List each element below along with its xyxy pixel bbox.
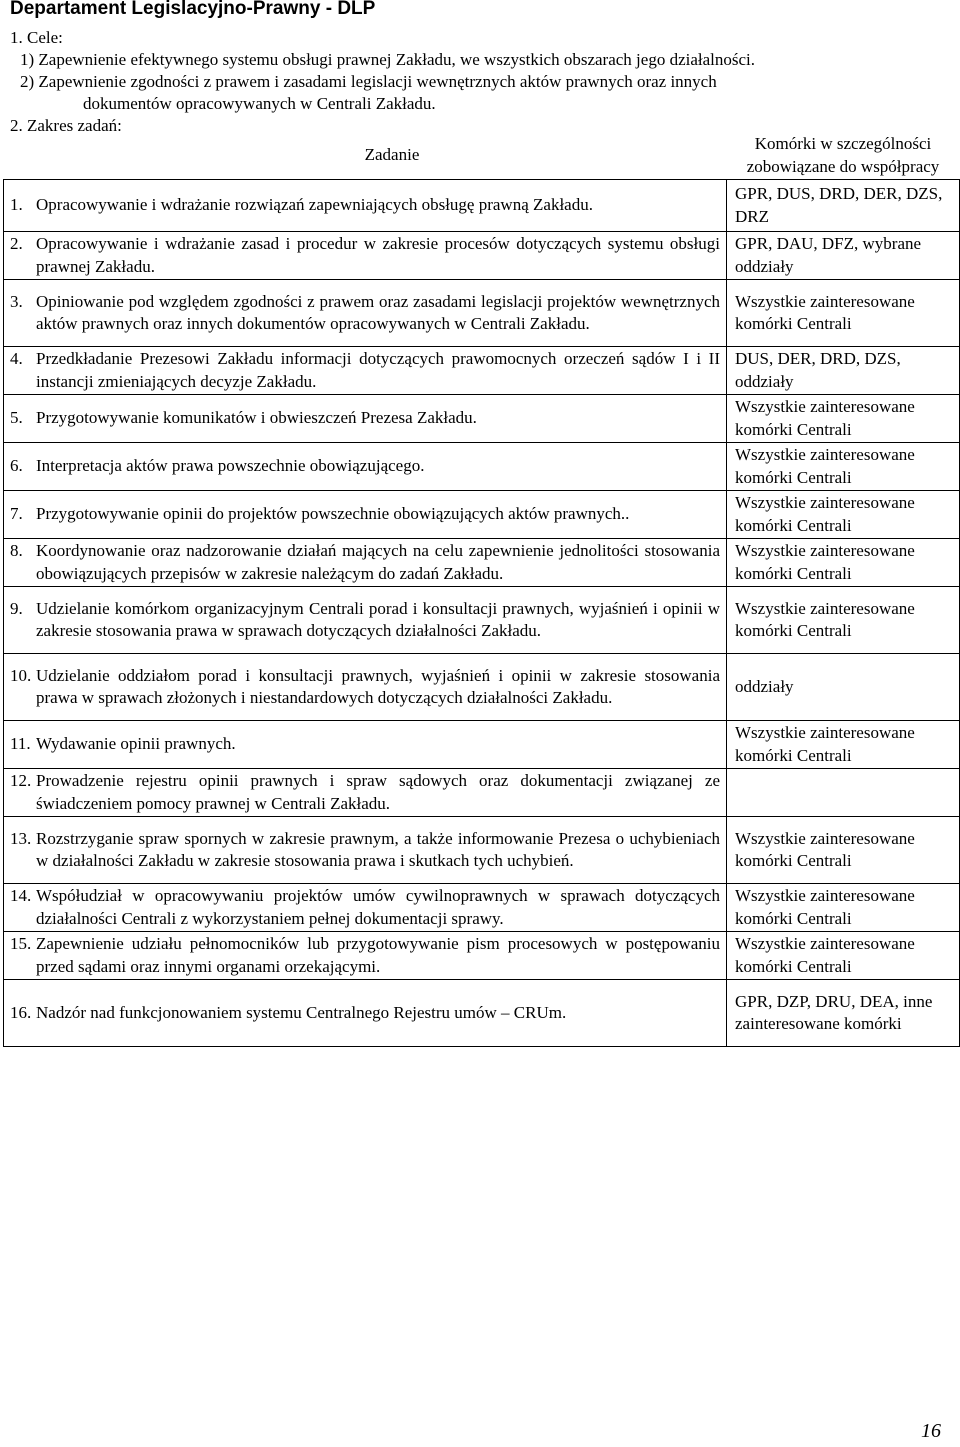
task-number: 15.	[10, 934, 32, 953]
task-text: Przedkładanie Prezesowi Zakładu informacji dotyczących prawomocnych orzeczeń sądów I i II instancji zmieniających decyzje Zakładu.	[36, 349, 720, 391]
goal-item-continuation: dokumentów opracowywanych w Centrali Zakładu.	[83, 94, 436, 113]
task-text: Wydawanie opinii prawnych.	[36, 734, 236, 754]
task-text: Współudział w opracowywaniu projektów umów cywilnoprawnych w sprawach dotyczących działalności Centrali z wykorzystaniem pełnej dokumentacji sprawy.	[36, 886, 720, 928]
task-text: Opiniowanie pod względem zgodności z prawem oraz zasadami legislacji projektów wewnętrznych aktów prawnych oraz innych dokumentów opracowywanych w Centrali Zakładu.	[36, 291, 720, 333]
task-cell	[4, 491, 727, 539]
table-row	[4, 280, 960, 347]
task-text: Przygotowywanie komunikatów i obwieszczeń Prezesa Zakładu.	[36, 408, 477, 428]
table-row	[4, 980, 960, 1047]
table-row	[4, 769, 960, 817]
table-row	[4, 884, 960, 932]
cooperating-cells: oddziały	[727, 654, 960, 721]
table-row	[4, 232, 960, 280]
task-text: Koordynowanie oraz nadzorowanie działań mających na celu zapewnienie jednolitości stosowania obowiązujących przepisów w zakresie należącym do zadań Zakładu.	[36, 541, 720, 583]
task-cell	[4, 280, 727, 347]
page-title: Departament Legislacyjno-Prawny - DLP	[10, 0, 376, 19]
task-number: 3.	[10, 291, 23, 311]
task-number: 7.	[10, 504, 23, 524]
task-number: 16.	[10, 1002, 32, 1022]
table-row	[4, 491, 960, 539]
task-number: 12.	[10, 771, 32, 790]
cooperating-cells: Wszystkie zainteresowane komórki Centrali	[727, 395, 960, 443]
cooperating-cells: DUS, DER, DRD, DZS, oddziały	[727, 347, 960, 395]
task-number: 14.	[10, 886, 32, 905]
table-row	[4, 654, 960, 721]
task-number: 11.	[10, 734, 31, 754]
cooperating-cells: Wszystkie zainteresowane komórki Centrali	[727, 280, 960, 347]
cooperating-cells: GPR, DUS, DRD, DER, DZS, DRZ	[727, 180, 960, 232]
cooperating-cells: Wszystkie zainteresowane komórki Centrali	[727, 932, 960, 980]
task-number: 4.	[10, 349, 23, 368]
task-number: 10.	[10, 665, 32, 685]
task-text: Opracowywanie i wdrażanie zasad i procedur w zakresie procesów dotyczących systemu obsługi prawnej Zakładu.	[36, 234, 720, 276]
task-text: Przygotowywanie opinii do projektów powszechnie obowiązujących aktów prawnych..	[36, 504, 630, 524]
task-text: Udzielanie komórkom organizacyjnym Centrali porad i konsultacji prawnych, wyjaśnień i opinii w zakresie stosowania prawa w sprawach dotyczących działalności Zakładu.	[36, 598, 720, 640]
task-number: 8.	[10, 541, 23, 560]
table-row	[4, 347, 960, 395]
task-number: 5.	[10, 408, 23, 428]
table-row	[4, 539, 960, 587]
cooperating-cells: GPR, DZP, DRU, DEA, inne zainteresowane komórki	[727, 980, 960, 1047]
task-number: 2.	[10, 234, 23, 253]
table-row	[4, 721, 960, 769]
task-cell	[4, 721, 727, 769]
task-cell	[4, 539, 727, 587]
cooperating-cells: Wszystkie zainteresowane komórki Centrali	[727, 817, 960, 884]
task-cell	[4, 980, 727, 1047]
goal-item: 1) Zapewnienie efektywnego systemu obsługi prawnej Zakładu, we wszystkich obszarach jego działalności.	[20, 50, 756, 69]
tasks-table	[3, 132, 960, 1047]
task-cell	[4, 180, 727, 232]
task-text: Zapewnienie udziału pełnomocników lub przygotowywanie pism procesowych w postępowaniu przed sądami oraz innymi organami orzekającymi.	[36, 934, 720, 976]
task-cell	[4, 347, 727, 395]
cooperating-cells: Wszystkie zainteresowane komórki Centrali	[727, 539, 960, 587]
task-number: 9.	[10, 598, 23, 618]
cooperating-cells: Wszystkie zainteresowane komórki Centrali	[727, 491, 960, 539]
table-row	[4, 932, 960, 980]
task-number: 1.	[10, 195, 23, 215]
table-row	[4, 817, 960, 884]
cooperating-cells: Wszystkie zainteresowane komórki Centrali	[727, 587, 960, 654]
task-cell	[4, 587, 727, 654]
cooperating-cells: GPR, DAU, DFZ, wybrane oddziały	[727, 232, 960, 280]
task-number: 13.	[10, 828, 32, 848]
cooperating-cells: Wszystkie zainteresowane komórki Centrali	[727, 884, 960, 932]
cooperating-cells: Wszystkie zainteresowane komórki Centrali	[727, 721, 960, 769]
task-cell	[4, 443, 727, 491]
page-number: 16	[921, 1420, 941, 1442]
table-row	[4, 395, 960, 443]
task-cell	[4, 395, 727, 443]
intro-section	[10, 27, 950, 137]
task-cell	[4, 932, 727, 980]
task-text: Nadzór nad funkcjonowaniem systemu Centralnego Rejestru umów – CRUm.	[36, 1002, 567, 1022]
goals-label: 1. Cele:	[10, 28, 63, 47]
task-text: Prowadzenie rejestru opinii prawnych i spraw sądowych oraz dokumentacji związanej ze świadczeniem pomocy prawnej w Centrali Zakładu.	[36, 771, 720, 813]
task-cell	[4, 817, 727, 884]
task-text: Rozstrzyganie spraw spornych w zakresie prawnym, a także informowanie Prezesa o uchybieniach w działalności Zakładu w zakresie stosowania prawa i skutkach tych uchybień.	[36, 828, 720, 870]
task-cell	[4, 884, 727, 932]
scope-label: 2. Zakres zadań:	[10, 116, 122, 135]
header-task: Zadanie	[364, 145, 420, 165]
header-cells: Komórki w szczególności zobowiązane do współpracy	[746, 134, 940, 176]
table-row	[4, 443, 960, 491]
table-row	[4, 587, 960, 654]
task-cell	[4, 232, 727, 280]
table-row	[4, 180, 960, 232]
task-cell	[4, 654, 727, 721]
cooperating-cells: Wszystkie zainteresowane komórki Centrali	[727, 443, 960, 491]
task-text: Opracowywanie i wdrażanie rozwiązań zapewniających obsługę prawną Zakładu.	[36, 195, 593, 215]
cooperating-cells	[727, 769, 960, 817]
task-number: 6.	[10, 456, 23, 476]
task-cell	[4, 769, 727, 817]
task-text: Interpretacja aktów prawa powszechnie obowiązującego.	[36, 456, 425, 476]
goal-item: 2) Zapewnienie zgodności z prawem i zasadami legislacji wewnętrznych aktów prawnych oraz innych	[20, 72, 717, 91]
table-header-row	[4, 132, 960, 180]
task-text: Udzielanie oddziałom porad i konsultacji prawnych, wyjaśnień i opinii w zakresie stosowania prawa w sprawach złożonych i niestandardowych dotyczących działalności Zakładu.	[36, 665, 720, 707]
